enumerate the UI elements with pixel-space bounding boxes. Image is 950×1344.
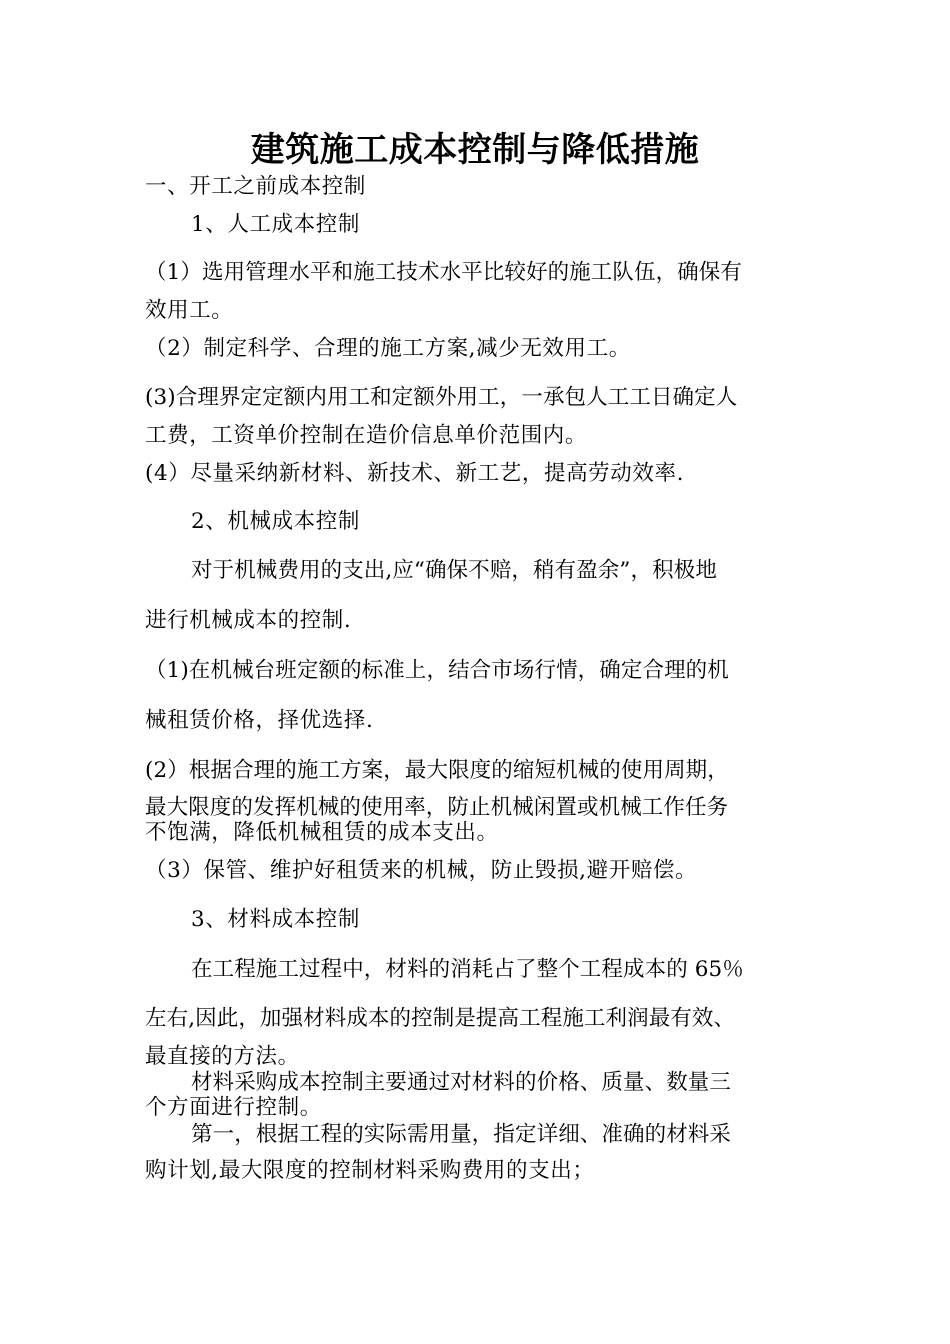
paragraph-line: 购计划,最大限度的控制材料采购费用的支出；	[145, 1158, 595, 1183]
paragraph-line: 在工程施工过程中，材料的消耗占了整个工程成本的 65％	[191, 957, 744, 982]
paragraph-line: 械租赁价格，择优选择.	[145, 708, 374, 733]
paragraph-line: 对于机械费用的支出,应“确保不赔，稍有盈余”，积极地	[191, 558, 717, 583]
paragraph-line: 个方面进行控制。	[145, 1095, 322, 1120]
document-title: 建筑施工成本控制与降低措施	[250, 130, 700, 170]
paragraph-line: 效用工。	[145, 298, 234, 323]
paragraph-line: 第一，根据工程的实际需用量，指定详细、准确的材料采	[191, 1122, 732, 1147]
subsection-heading-materials: 3、材料成本控制	[191, 907, 360, 932]
paragraph-line: （1）选用管理水平和施工技术水平比较好的施工队伍，确保有	[145, 260, 742, 285]
paragraph-line: 最直接的方法。	[145, 1044, 300, 1069]
paragraph-line: 工费，工资单价控制在造价信息单价范围内。	[145, 423, 588, 448]
paragraph-line: (2）根据合理的施工方案，最大限度的缩短机械的使用周期，	[145, 758, 729, 783]
paragraph-line: 最大限度的发挥机械的使用率，防止机械闲置或机械工作任务	[145, 795, 729, 820]
paragraph-line: （2）制定科学、合理的施工方案,减少无效用工。	[145, 336, 631, 361]
paragraph-line: （1)在机械台班定额的标准上，结合市场行情，确定合理的机	[145, 658, 729, 683]
paragraph-line: 不饱满，降低机械租赁的成本支出。	[145, 820, 499, 845]
paragraph-line: (3)合理界定定额内用工和定额外用工，一承包人工工日确定人	[145, 385, 738, 410]
paragraph-line: 材料采购成本控制主要通过对材料的价格、质量、数量三	[191, 1070, 732, 1095]
section-heading-1: 一、开工之前成本控制	[145, 174, 367, 199]
paragraph-line: （3）保管、维护好租赁来的机械，防止毁损,避开赔偿。	[145, 858, 698, 883]
paragraph-line: (4）尽量采纳新材料、新技术、新工艺，提高劳动效率.	[145, 461, 685, 486]
paragraph-line: 左右,因此，加强材料成本的控制是提高工程施工利润最有效、	[145, 1006, 736, 1031]
subsection-heading-labor: 1、人工成本控制	[191, 212, 360, 237]
paragraph-line: 进行机械成本的控制.	[145, 608, 352, 633]
subsection-heading-machinery: 2、机械成本控制	[191, 509, 360, 534]
